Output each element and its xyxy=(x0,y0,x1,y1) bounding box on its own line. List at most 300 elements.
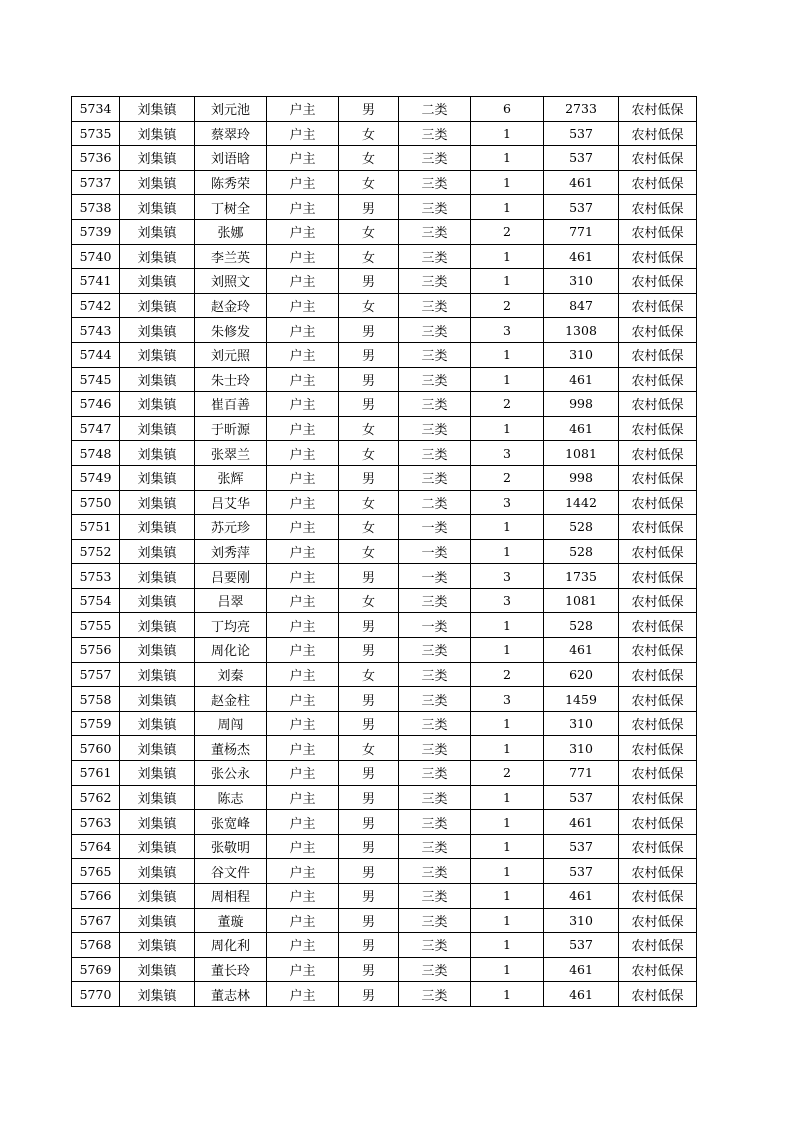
amount-cell: 537 xyxy=(544,195,619,220)
program-type-cell: 农村低保 xyxy=(619,834,697,859)
table-row xyxy=(72,146,697,171)
program-type-cell: 农村低保 xyxy=(619,884,697,909)
township-cell: 刘集镇 xyxy=(120,785,195,810)
township-cell: 刘集镇 xyxy=(120,957,195,982)
table-row xyxy=(72,342,697,367)
relation-cell: 户主 xyxy=(267,810,339,835)
serial-number-cell: 5759 xyxy=(72,711,120,736)
table-row xyxy=(72,318,697,343)
amount-cell: 998 xyxy=(544,392,619,417)
gender-cell: 女 xyxy=(339,416,399,441)
relation-cell: 户主 xyxy=(267,342,339,367)
name-cell: 刘照文 xyxy=(195,269,267,294)
household-size-cell: 1 xyxy=(471,736,544,761)
household-size-cell: 3 xyxy=(471,564,544,589)
relation-cell: 户主 xyxy=(267,490,339,515)
serial-number-cell: 5763 xyxy=(72,810,120,835)
program-type-cell: 农村低保 xyxy=(619,564,697,589)
amount-cell: 461 xyxy=(544,810,619,835)
program-type-cell: 农村低保 xyxy=(619,785,697,810)
category-cell: 三类 xyxy=(399,269,471,294)
amount-cell: 310 xyxy=(544,908,619,933)
township-cell: 刘集镇 xyxy=(120,859,195,884)
relation-cell: 户主 xyxy=(267,539,339,564)
category-cell: 三类 xyxy=(399,392,471,417)
relation-cell: 户主 xyxy=(267,588,339,613)
program-type-cell: 农村低保 xyxy=(619,146,697,171)
name-cell: 刘秀萍 xyxy=(195,539,267,564)
serial-number-cell: 5754 xyxy=(72,588,120,613)
gender-cell: 女 xyxy=(339,539,399,564)
household-size-cell: 1 xyxy=(471,613,544,638)
program-type-cell: 农村低保 xyxy=(619,613,697,638)
amount-cell: 537 xyxy=(544,121,619,146)
category-cell: 二类 xyxy=(399,490,471,515)
gender-cell: 男 xyxy=(339,465,399,490)
gender-cell: 男 xyxy=(339,269,399,294)
gender-cell: 男 xyxy=(339,785,399,810)
program-type-cell: 农村低保 xyxy=(619,195,697,220)
relation-cell: 户主 xyxy=(267,121,339,146)
gender-cell: 男 xyxy=(339,342,399,367)
category-cell: 三类 xyxy=(399,195,471,220)
table-row xyxy=(72,687,697,712)
amount-cell: 461 xyxy=(544,416,619,441)
name-cell: 赵金柱 xyxy=(195,687,267,712)
relation-cell: 户主 xyxy=(267,982,339,1007)
gender-cell: 男 xyxy=(339,933,399,958)
serial-number-cell: 5764 xyxy=(72,834,120,859)
relation-cell: 户主 xyxy=(267,244,339,269)
category-cell: 三类 xyxy=(399,711,471,736)
relation-cell: 户主 xyxy=(267,613,339,638)
household-size-cell: 1 xyxy=(471,957,544,982)
relation-cell: 户主 xyxy=(267,219,339,244)
program-type-cell: 农村低保 xyxy=(619,687,697,712)
amount-cell: 537 xyxy=(544,933,619,958)
township-cell: 刘集镇 xyxy=(120,195,195,220)
roster-body xyxy=(72,97,697,1007)
household-size-cell: 1 xyxy=(471,416,544,441)
program-type-cell: 农村低保 xyxy=(619,736,697,761)
name-cell: 陈志 xyxy=(195,785,267,810)
category-cell: 三类 xyxy=(399,736,471,761)
relation-cell: 户主 xyxy=(267,269,339,294)
serial-number-cell: 5744 xyxy=(72,342,120,367)
household-size-cell: 1 xyxy=(471,884,544,909)
program-type-cell: 农村低保 xyxy=(619,269,697,294)
category-cell: 一类 xyxy=(399,613,471,638)
relief-roster-sheet xyxy=(71,96,696,1007)
amount-cell: 537 xyxy=(544,834,619,859)
amount-cell: 537 xyxy=(544,785,619,810)
township-cell: 刘集镇 xyxy=(120,490,195,515)
township-cell: 刘集镇 xyxy=(120,146,195,171)
table-row xyxy=(72,810,697,835)
program-type-cell: 农村低保 xyxy=(619,367,697,392)
township-cell: 刘集镇 xyxy=(120,834,195,859)
relation-cell: 户主 xyxy=(267,515,339,540)
table-row xyxy=(72,834,697,859)
program-type-cell: 农村低保 xyxy=(619,293,697,318)
category-cell: 三类 xyxy=(399,957,471,982)
household-size-cell: 1 xyxy=(471,711,544,736)
name-cell: 周闯 xyxy=(195,711,267,736)
amount-cell: 771 xyxy=(544,219,619,244)
category-cell: 三类 xyxy=(399,834,471,859)
household-size-cell: 2 xyxy=(471,465,544,490)
category-cell: 三类 xyxy=(399,908,471,933)
table-row xyxy=(72,884,697,909)
table-row xyxy=(72,441,697,466)
category-cell: 三类 xyxy=(399,318,471,343)
amount-cell: 461 xyxy=(544,367,619,392)
program-type-cell: 农村低保 xyxy=(619,933,697,958)
household-size-cell: 1 xyxy=(471,367,544,392)
amount-cell: 528 xyxy=(544,515,619,540)
category-cell: 三类 xyxy=(399,761,471,786)
relation-cell: 户主 xyxy=(267,638,339,663)
township-cell: 刘集镇 xyxy=(120,367,195,392)
gender-cell: 男 xyxy=(339,711,399,736)
gender-cell: 女 xyxy=(339,662,399,687)
township-cell: 刘集镇 xyxy=(120,515,195,540)
township-cell: 刘集镇 xyxy=(120,588,195,613)
amount-cell: 461 xyxy=(544,638,619,663)
amount-cell: 620 xyxy=(544,662,619,687)
serial-number-cell: 5761 xyxy=(72,761,120,786)
gender-cell: 女 xyxy=(339,588,399,613)
relation-cell: 户主 xyxy=(267,662,339,687)
gender-cell: 女 xyxy=(339,441,399,466)
table-row xyxy=(72,293,697,318)
serial-number-cell: 5749 xyxy=(72,465,120,490)
amount-cell: 461 xyxy=(544,884,619,909)
table-row xyxy=(72,515,697,540)
program-type-cell: 农村低保 xyxy=(619,465,697,490)
serial-number-cell: 5736 xyxy=(72,146,120,171)
gender-cell: 男 xyxy=(339,834,399,859)
name-cell: 丁均亮 xyxy=(195,613,267,638)
name-cell: 张辉 xyxy=(195,465,267,490)
township-cell: 刘集镇 xyxy=(120,613,195,638)
township-cell: 刘集镇 xyxy=(120,121,195,146)
category-cell: 三类 xyxy=(399,687,471,712)
category-cell: 三类 xyxy=(399,367,471,392)
township-cell: 刘集镇 xyxy=(120,711,195,736)
relation-cell: 户主 xyxy=(267,146,339,171)
relation-cell: 户主 xyxy=(267,170,339,195)
table-row xyxy=(72,367,697,392)
name-cell: 蔡翠玲 xyxy=(195,121,267,146)
amount-cell: 461 xyxy=(544,244,619,269)
gender-cell: 女 xyxy=(339,515,399,540)
household-size-cell: 1 xyxy=(471,244,544,269)
amount-cell: 310 xyxy=(544,269,619,294)
program-type-cell: 农村低保 xyxy=(619,342,697,367)
serial-number-cell: 5748 xyxy=(72,441,120,466)
relief-roster-table xyxy=(71,96,697,1007)
household-size-cell: 1 xyxy=(471,638,544,663)
serial-number-cell: 5750 xyxy=(72,490,120,515)
serial-number-cell: 5755 xyxy=(72,613,120,638)
table-row xyxy=(72,785,697,810)
name-cell: 周化利 xyxy=(195,933,267,958)
program-type-cell: 农村低保 xyxy=(619,490,697,515)
gender-cell: 男 xyxy=(339,687,399,712)
household-size-cell: 3 xyxy=(471,318,544,343)
household-size-cell: 2 xyxy=(471,761,544,786)
program-type-cell: 农村低保 xyxy=(619,170,697,195)
township-cell: 刘集镇 xyxy=(120,687,195,712)
household-size-cell: 2 xyxy=(471,662,544,687)
township-cell: 刘集镇 xyxy=(120,761,195,786)
name-cell: 吕要刚 xyxy=(195,564,267,589)
township-cell: 刘集镇 xyxy=(120,465,195,490)
serial-number-cell: 5747 xyxy=(72,416,120,441)
household-size-cell: 1 xyxy=(471,121,544,146)
category-cell: 三类 xyxy=(399,416,471,441)
amount-cell: 461 xyxy=(544,957,619,982)
category-cell: 一类 xyxy=(399,515,471,540)
household-size-cell: 1 xyxy=(471,982,544,1007)
township-cell: 刘集镇 xyxy=(120,293,195,318)
serial-number-cell: 5751 xyxy=(72,515,120,540)
amount-cell: 528 xyxy=(544,539,619,564)
gender-cell: 男 xyxy=(339,613,399,638)
gender-cell: 女 xyxy=(339,121,399,146)
household-size-cell: 1 xyxy=(471,810,544,835)
township-cell: 刘集镇 xyxy=(120,269,195,294)
amount-cell: 998 xyxy=(544,465,619,490)
gender-cell: 女 xyxy=(339,736,399,761)
township-cell: 刘集镇 xyxy=(120,736,195,761)
serial-number-cell: 5758 xyxy=(72,687,120,712)
category-cell: 三类 xyxy=(399,219,471,244)
program-type-cell: 农村低保 xyxy=(619,539,697,564)
category-cell: 三类 xyxy=(399,785,471,810)
program-type-cell: 农村低保 xyxy=(619,711,697,736)
name-cell: 赵金玲 xyxy=(195,293,267,318)
name-cell: 苏元珍 xyxy=(195,515,267,540)
household-size-cell: 3 xyxy=(471,687,544,712)
relation-cell: 户主 xyxy=(267,736,339,761)
relation-cell: 户主 xyxy=(267,884,339,909)
table-row xyxy=(72,269,697,294)
gender-cell: 男 xyxy=(339,392,399,417)
table-row xyxy=(72,465,697,490)
gender-cell: 女 xyxy=(339,244,399,269)
serial-number-cell: 5767 xyxy=(72,908,120,933)
name-cell: 吕翠 xyxy=(195,588,267,613)
amount-cell: 1308 xyxy=(544,318,619,343)
household-size-cell: 3 xyxy=(471,441,544,466)
relation-cell: 户主 xyxy=(267,711,339,736)
program-type-cell: 农村低保 xyxy=(619,908,697,933)
name-cell: 刘元池 xyxy=(195,97,267,122)
table-row xyxy=(72,170,697,195)
gender-cell: 男 xyxy=(339,957,399,982)
serial-number-cell: 5734 xyxy=(72,97,120,122)
amount-cell: 847 xyxy=(544,293,619,318)
serial-number-cell: 5766 xyxy=(72,884,120,909)
serial-number-cell: 5743 xyxy=(72,318,120,343)
name-cell: 张娜 xyxy=(195,219,267,244)
category-cell: 三类 xyxy=(399,441,471,466)
serial-number-cell: 5741 xyxy=(72,269,120,294)
gender-cell: 女 xyxy=(339,170,399,195)
name-cell: 刘秦 xyxy=(195,662,267,687)
relation-cell: 户主 xyxy=(267,318,339,343)
household-size-cell: 1 xyxy=(471,342,544,367)
township-cell: 刘集镇 xyxy=(120,564,195,589)
serial-number-cell: 5753 xyxy=(72,564,120,589)
relation-cell: 户主 xyxy=(267,97,339,122)
amount-cell: 537 xyxy=(544,859,619,884)
household-size-cell: 2 xyxy=(471,293,544,318)
program-type-cell: 农村低保 xyxy=(619,244,697,269)
relation-cell: 户主 xyxy=(267,933,339,958)
household-size-cell: 1 xyxy=(471,515,544,540)
amount-cell: 1081 xyxy=(544,441,619,466)
gender-cell: 女 xyxy=(339,490,399,515)
name-cell: 于昕源 xyxy=(195,416,267,441)
township-cell: 刘集镇 xyxy=(120,219,195,244)
serial-number-cell: 5745 xyxy=(72,367,120,392)
gender-cell: 男 xyxy=(339,195,399,220)
household-size-cell: 6 xyxy=(471,97,544,122)
gender-cell: 女 xyxy=(339,293,399,318)
name-cell: 刘语晗 xyxy=(195,146,267,171)
serial-number-cell: 5762 xyxy=(72,785,120,810)
township-cell: 刘集镇 xyxy=(120,416,195,441)
amount-cell: 2733 xyxy=(544,97,619,122)
township-cell: 刘集镇 xyxy=(120,318,195,343)
relation-cell: 户主 xyxy=(267,687,339,712)
category-cell: 一类 xyxy=(399,564,471,589)
township-cell: 刘集镇 xyxy=(120,539,195,564)
table-row xyxy=(72,490,697,515)
township-cell: 刘集镇 xyxy=(120,884,195,909)
program-type-cell: 农村低保 xyxy=(619,810,697,835)
township-cell: 刘集镇 xyxy=(120,97,195,122)
amount-cell: 1081 xyxy=(544,588,619,613)
category-cell: 三类 xyxy=(399,982,471,1007)
serial-number-cell: 5760 xyxy=(72,736,120,761)
category-cell: 二类 xyxy=(399,97,471,122)
program-type-cell: 农村低保 xyxy=(619,97,697,122)
name-cell: 崔百善 xyxy=(195,392,267,417)
serial-number-cell: 5740 xyxy=(72,244,120,269)
gender-cell: 男 xyxy=(339,908,399,933)
name-cell: 张翠兰 xyxy=(195,441,267,466)
amount-cell: 310 xyxy=(544,736,619,761)
household-size-cell: 1 xyxy=(471,933,544,958)
serial-number-cell: 5770 xyxy=(72,982,120,1007)
gender-cell: 男 xyxy=(339,318,399,343)
name-cell: 吕艾华 xyxy=(195,490,267,515)
serial-number-cell: 5768 xyxy=(72,933,120,958)
relation-cell: 户主 xyxy=(267,416,339,441)
serial-number-cell: 5746 xyxy=(72,392,120,417)
household-size-cell: 1 xyxy=(471,908,544,933)
name-cell: 董璇 xyxy=(195,908,267,933)
table-row xyxy=(72,97,697,122)
household-size-cell: 3 xyxy=(471,588,544,613)
category-cell: 三类 xyxy=(399,859,471,884)
township-cell: 刘集镇 xyxy=(120,810,195,835)
program-type-cell: 农村低保 xyxy=(619,859,697,884)
household-size-cell: 1 xyxy=(471,269,544,294)
table-row xyxy=(72,244,697,269)
category-cell: 三类 xyxy=(399,121,471,146)
table-row xyxy=(72,121,697,146)
relation-cell: 户主 xyxy=(267,761,339,786)
amount-cell: 528 xyxy=(544,613,619,638)
gender-cell: 男 xyxy=(339,367,399,392)
relation-cell: 户主 xyxy=(267,834,339,859)
relation-cell: 户主 xyxy=(267,293,339,318)
gender-cell: 男 xyxy=(339,564,399,589)
gender-cell: 男 xyxy=(339,810,399,835)
category-cell: 三类 xyxy=(399,588,471,613)
table-row xyxy=(72,711,697,736)
household-size-cell: 2 xyxy=(471,392,544,417)
table-row xyxy=(72,638,697,663)
relation-cell: 户主 xyxy=(267,785,339,810)
name-cell: 张宽峰 xyxy=(195,810,267,835)
table-row xyxy=(72,933,697,958)
serial-number-cell: 5739 xyxy=(72,219,120,244)
household-size-cell: 1 xyxy=(471,834,544,859)
gender-cell: 女 xyxy=(339,219,399,244)
name-cell: 谷文件 xyxy=(195,859,267,884)
amount-cell: 537 xyxy=(544,146,619,171)
category-cell: 三类 xyxy=(399,884,471,909)
relation-cell: 户主 xyxy=(267,465,339,490)
name-cell: 周相程 xyxy=(195,884,267,909)
program-type-cell: 农村低保 xyxy=(619,638,697,663)
table-row xyxy=(72,761,697,786)
name-cell: 周化论 xyxy=(195,638,267,663)
name-cell: 李兰英 xyxy=(195,244,267,269)
relation-cell: 户主 xyxy=(267,564,339,589)
gender-cell: 男 xyxy=(339,982,399,1007)
household-size-cell: 1 xyxy=(471,859,544,884)
category-cell: 三类 xyxy=(399,244,471,269)
program-type-cell: 农村低保 xyxy=(619,121,697,146)
program-type-cell: 农村低保 xyxy=(619,219,697,244)
category-cell: 三类 xyxy=(399,293,471,318)
township-cell: 刘集镇 xyxy=(120,441,195,466)
township-cell: 刘集镇 xyxy=(120,982,195,1007)
name-cell: 朱士玲 xyxy=(195,367,267,392)
program-type-cell: 农村低保 xyxy=(619,957,697,982)
table-row xyxy=(72,982,697,1007)
amount-cell: 461 xyxy=(544,982,619,1007)
township-cell: 刘集镇 xyxy=(120,908,195,933)
name-cell: 丁树全 xyxy=(195,195,267,220)
category-cell: 三类 xyxy=(399,810,471,835)
name-cell: 董志林 xyxy=(195,982,267,1007)
category-cell: 一类 xyxy=(399,539,471,564)
table-row xyxy=(72,564,697,589)
serial-number-cell: 5752 xyxy=(72,539,120,564)
table-row xyxy=(72,662,697,687)
relation-cell: 户主 xyxy=(267,392,339,417)
table-row xyxy=(72,957,697,982)
relation-cell: 户主 xyxy=(267,859,339,884)
